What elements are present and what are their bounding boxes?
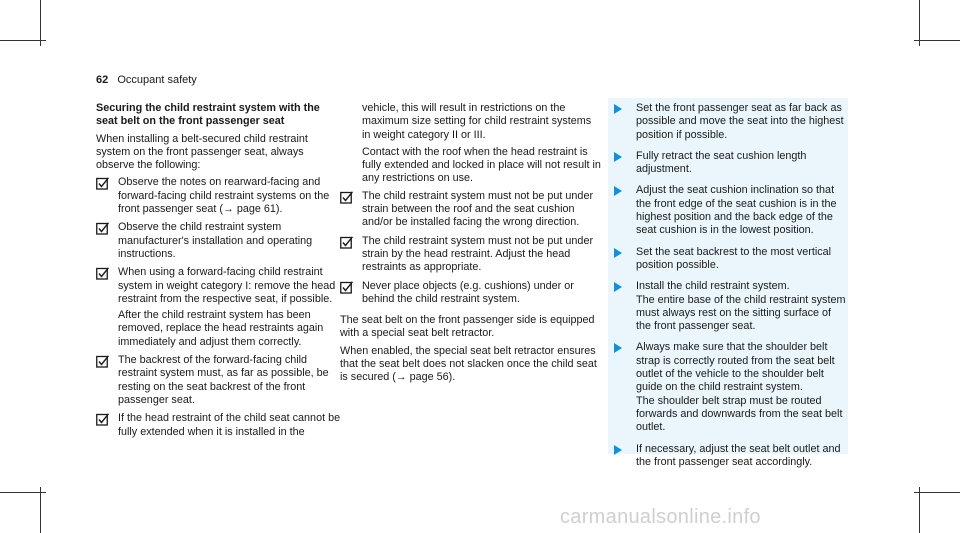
instruction-step <box>608 184 846 237</box>
step-subtext: The entire base of the child restraint system must always rest on the sitting surface of the front passenger seat. <box>636 293 846 333</box>
instruction-step <box>608 102 846 142</box>
checklist-item <box>340 280 602 307</box>
crop-mark <box>0 40 46 41</box>
checkbox-tick-icon <box>96 355 109 368</box>
step-arrow-icon <box>614 343 622 353</box>
step-arrow-icon <box>614 445 622 455</box>
instruction-step <box>608 246 846 273</box>
section-heading: Securing the child restraint system with the seat belt on the front passenger seat <box>96 102 320 128</box>
step-text: Adjust the seat cushion inclination so that the front edge of the seat cushion is in the highest position and the back edge of the seat cushion is in the lowest position. <box>636 184 837 237</box>
checklist-text: When using a forward-facing child restraint system in weight category I: remove the head restraint from the respective seat, if possible. <box>118 266 336 305</box>
step-text: If necessary, adjust the seat belt outlet and the front passenger seat accordingly. <box>636 442 841 468</box>
instruction-step <box>608 150 846 177</box>
checkbox-tick-icon <box>96 413 109 426</box>
checklist-text: If the head restraint of the child seat cannot be fully extended when it is installed in the <box>118 412 341 438</box>
checklist-text: Observe the child restraint system manufacturer's installation and operating instructions. <box>118 221 313 260</box>
checkbox-tick-icon <box>96 267 109 280</box>
step-arrow-icon <box>614 282 622 292</box>
section-title: Occupant safety <box>117 74 197 86</box>
checklist-text: The child restraint system must not be put under strain between the roof and the seat cushion and/or be installed facing the wrong direction. <box>362 189 594 229</box>
body-paragraph: When enabled, the special seat belt retractor ensures that the seat belt does not slacken once the child seat is secured (→ page 56). <box>340 344 597 384</box>
checklist-item <box>96 221 344 261</box>
checklist-text: Observe the notes on rearward-facing and forward-facing child restraint systems on the front passenger seat (→ page 61). <box>118 176 330 216</box>
checklist-item <box>96 176 344 216</box>
checkbox-tick-icon <box>96 177 109 190</box>
checklist-text: The backrest of the forward-facing child restraint system must, as far as possible, be resting on the seat backrest of the front passenger seat. <box>118 354 329 406</box>
checkbox-tick-icon <box>340 281 353 294</box>
crop-mark <box>919 487 920 533</box>
checklist-item <box>340 190 602 230</box>
checklist-text: Never place objects (e.g. cushions) under or behind the child restraint system. <box>362 279 574 305</box>
checkbox-tick-icon <box>96 222 109 235</box>
step-arrow-icon <box>614 152 622 162</box>
column-right <box>608 102 846 477</box>
watermark: carmanualsonline.info <box>560 506 761 528</box>
step-text: Set the front passenger seat as far back as possible and move the seat into the highest position if possible. <box>636 102 844 141</box>
continued-text: Contact with the roof when the head restraint is fully extended and locked in place will not result in any restrictions on use. <box>362 145 601 185</box>
checklist-item <box>96 354 344 407</box>
checklist-item <box>96 266 344 349</box>
step-text: Set the seat backrest to the most vertical position possible. <box>636 245 832 271</box>
page-number: 62 <box>96 74 109 86</box>
checkbox-tick-icon <box>340 191 353 204</box>
crop-mark <box>914 492 960 493</box>
step-arrow-icon <box>614 186 622 196</box>
checklist-text: The child restraint system must not be put under strain by the head restraint. Adjust the head restraints as appropriate. <box>362 234 594 274</box>
checklist-item <box>96 412 344 439</box>
instruction-step <box>608 443 846 470</box>
step-subtext: The shoulder belt strap must be routed forwards and downwards from the seat belt outlet. <box>636 394 843 434</box>
step-text: Install the child restraint system. <box>636 280 790 293</box>
crop-mark <box>40 487 41 533</box>
crop-mark <box>0 492 46 493</box>
page-header <box>96 74 197 87</box>
column-left <box>96 102 344 444</box>
checkbox-tick-icon <box>340 236 353 249</box>
instruction-step <box>608 341 846 434</box>
body-paragraph: The seat belt on the front passenger side is equipped with a special seat belt retractor. <box>340 314 595 340</box>
crop-mark <box>914 40 960 41</box>
step-text: Fully retract the seat cushion length adjustment. <box>636 149 807 176</box>
instruction-step <box>608 280 846 333</box>
step-arrow-icon <box>614 104 622 114</box>
step-text: Always make sure that the shoulder belt strap is correctly routed from the seat belt outlet of the vehicle to the shoulder belt guide on the child restraint system. <box>636 341 835 394</box>
checklist-subtext: After the child restraint system has been removed, replace the head restraints again immediately and adjust them correctly. <box>118 309 324 348</box>
intro-paragraph: When installing a belt-secured child restraint system on the front passenger seat, always observe the following: <box>96 132 308 172</box>
checklist-item <box>340 235 602 275</box>
continued-text: vehicle, this will result in restrictions on the maximum size setting for child restraint systems in weight category II or III. <box>362 102 592 141</box>
column-middle <box>340 102 602 389</box>
step-arrow-icon <box>614 248 622 258</box>
